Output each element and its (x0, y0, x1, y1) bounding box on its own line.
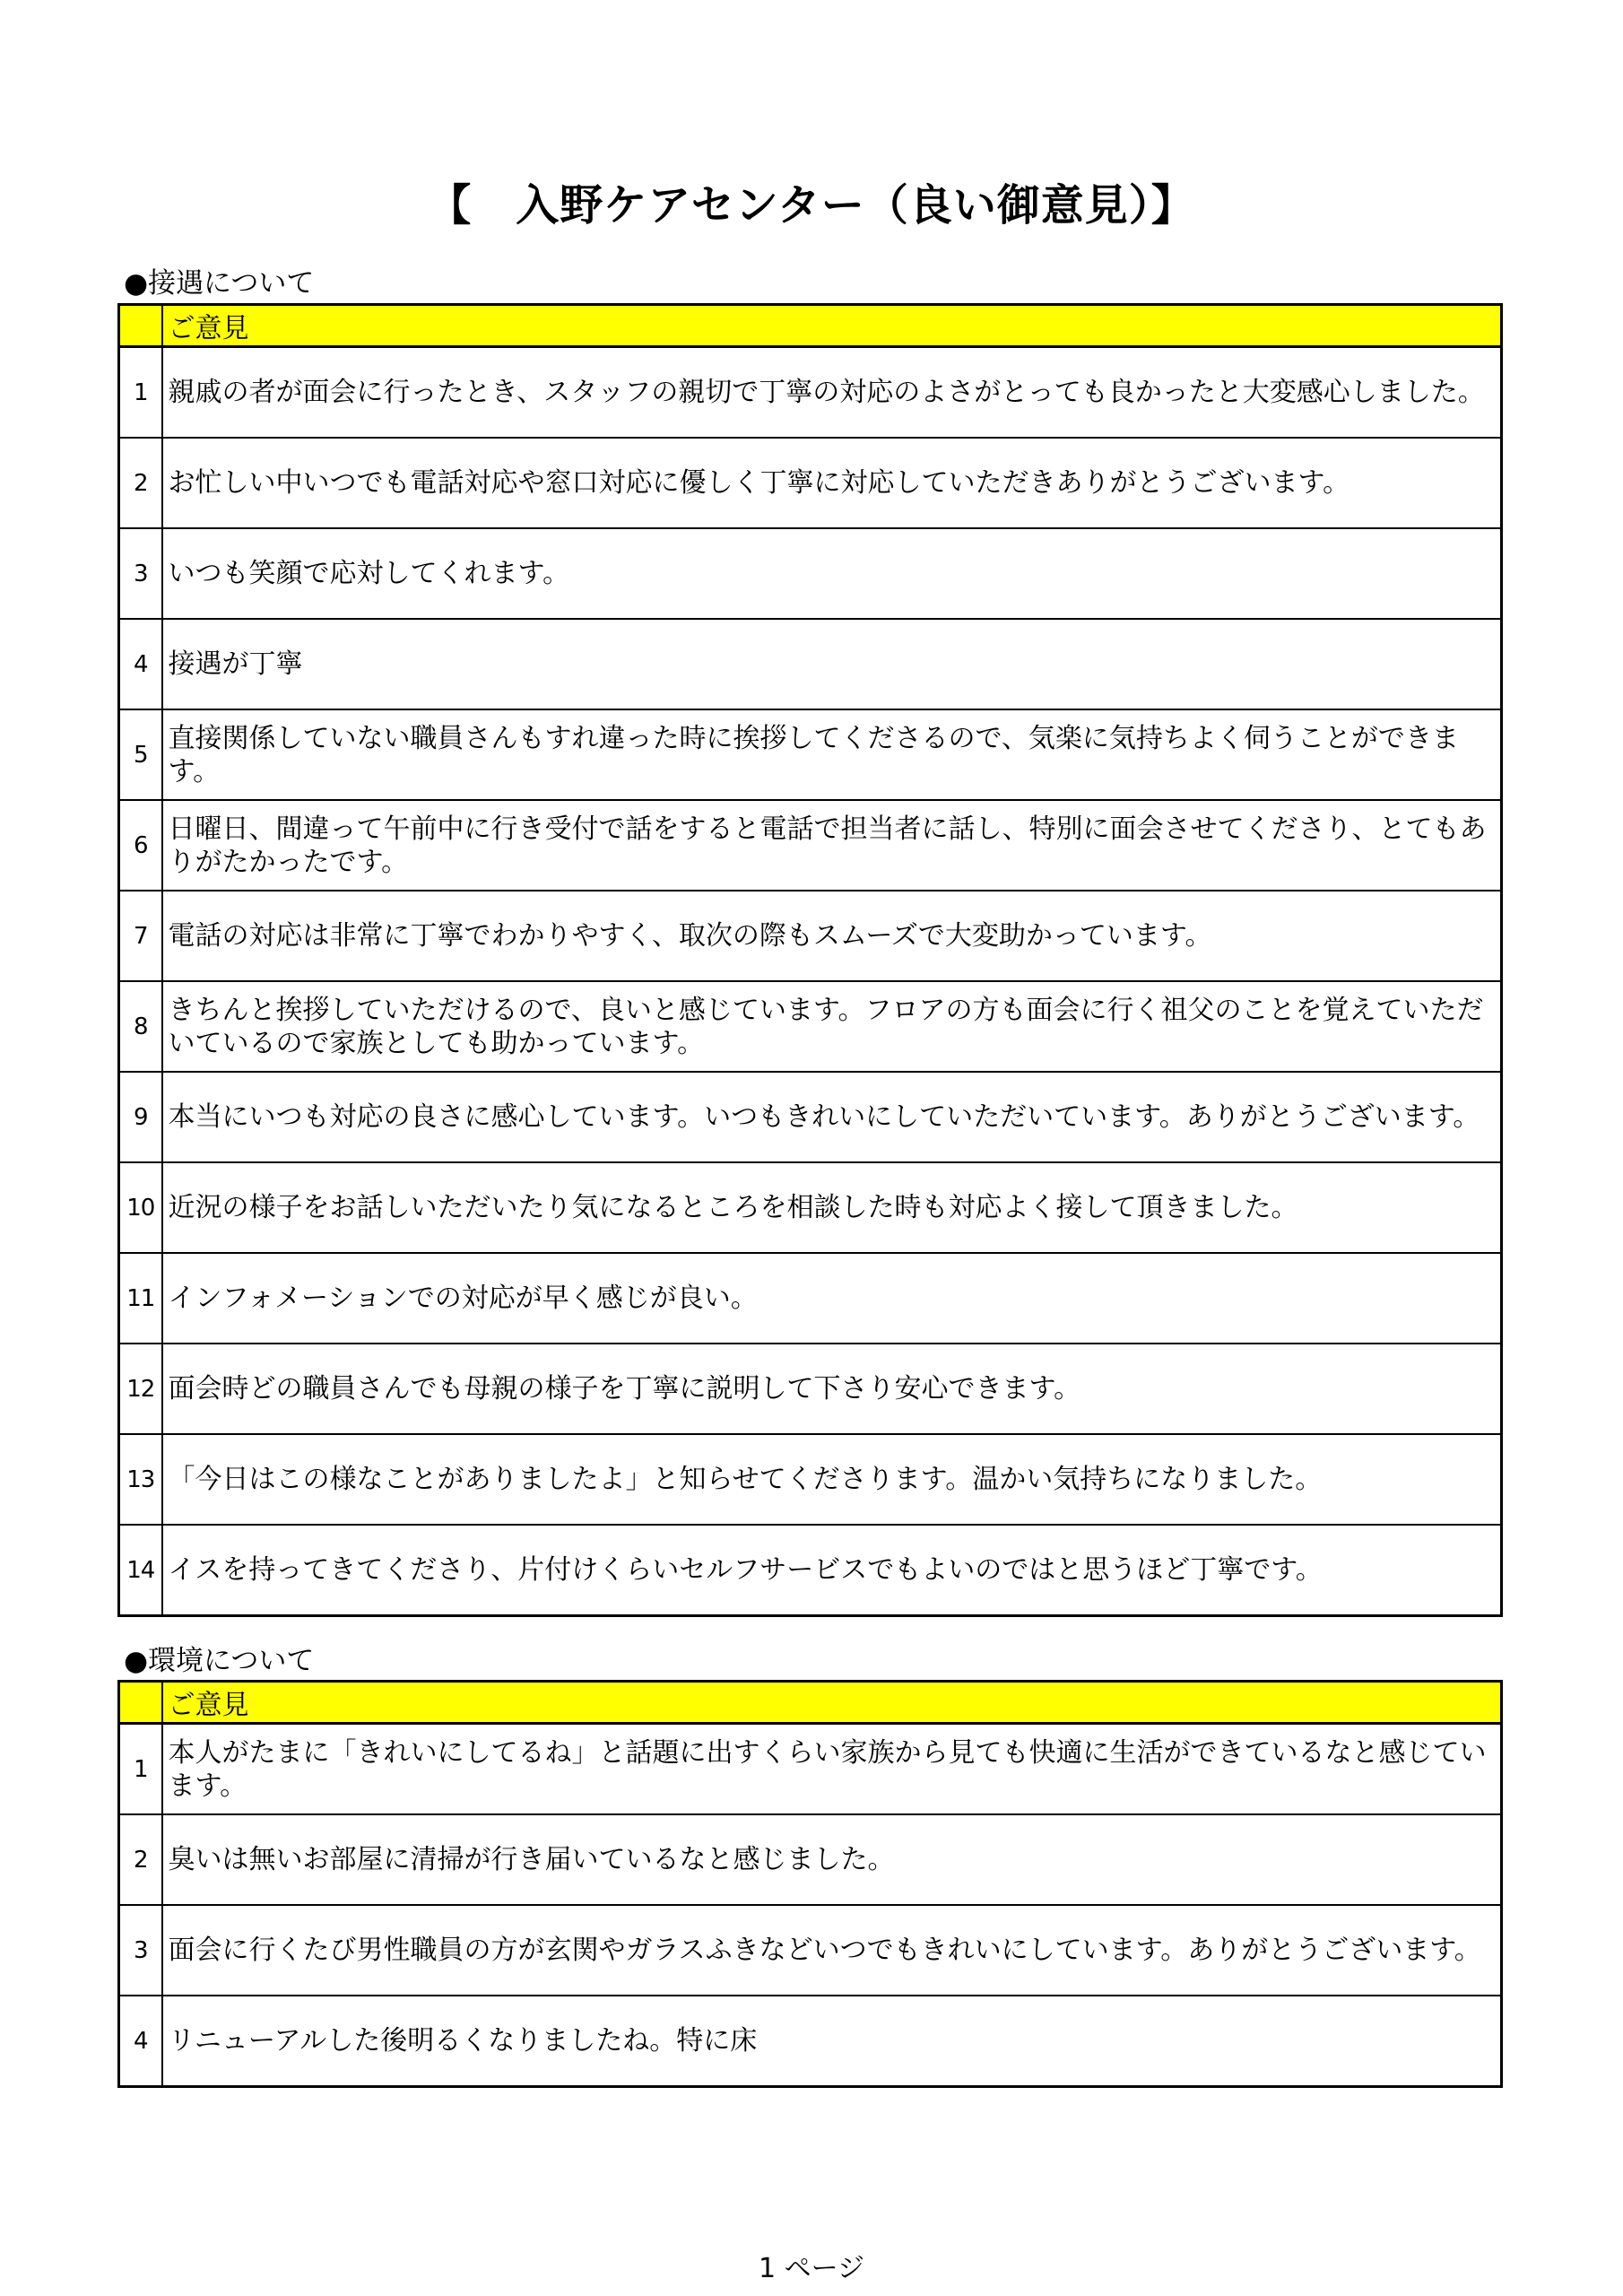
row-number: 12 (119, 1344, 162, 1434)
row-number: 2 (119, 438, 162, 528)
table-row (119, 1434, 1502, 1525)
page-title: 【 入野ケアセンター（良い御意見）】 (428, 180, 1195, 230)
opinion-text: 直接関係していない職員さんもすれ違った時に挨拶してくださるので、気楽に気持ちよく伺うことができます。 (162, 709, 1502, 800)
opinion-text: お忙しい中いつでも電話対応や窓口対応に優しく丁寧に対応していただきありがとうございます。 (162, 438, 1502, 528)
table-row (119, 1072, 1502, 1162)
table-row (119, 1996, 1502, 2087)
header-number-cell (119, 1682, 162, 1724)
opinion-text: 「今日はこの様なことがありましたよ」と知らせてくださります。温かい気持ちになりました。 (162, 1434, 1502, 1525)
table-row (119, 1162, 1502, 1253)
opinion-text: リニューアルした後明るくなりましたね。特に床 (162, 1996, 1502, 2087)
section-heading-reception: ●接遇について (124, 267, 315, 300)
opinion-text: 本当にいつも対応の良さに感心しています。いつもきれいにしていただいています。ありがとうございます。 (162, 1072, 1502, 1162)
table-header-row (119, 1682, 1502, 1724)
row-number: 5 (119, 709, 162, 800)
opinion-text: いつも笑顔で応対してくれます。 (162, 528, 1502, 619)
opinion-text: 近況の様子をお話しいただいたり気になるところを相談した時も対応よく接して頂きました。 (162, 1162, 1502, 1253)
environment-opinions-table (117, 1680, 1503, 2088)
page-number: 1 ページ (758, 2253, 865, 2284)
header-opinion-label: ご意見 (162, 1682, 1502, 1724)
table-row (119, 1905, 1502, 1996)
table-row (119, 981, 1502, 1072)
table-row (119, 709, 1502, 800)
section-heading-environment: ●環境について (124, 1645, 315, 1677)
table-row (119, 800, 1502, 891)
row-number: 1 (119, 347, 162, 439)
row-number: 4 (119, 1996, 162, 2087)
opinion-text: 電話の対応は非常に丁寧でわかりやすく、取次の際もスムーズで大変助かっています。 (162, 891, 1502, 981)
table-row (119, 619, 1502, 709)
row-number: 7 (119, 891, 162, 981)
table-row (119, 1814, 1502, 1905)
opinion-text: 面会時どの職員さんでも母親の様子を丁寧に説明して下さり安心できます。 (162, 1344, 1502, 1434)
header-number-cell (119, 305, 162, 347)
table-row (119, 528, 1502, 619)
table-row (119, 1253, 1502, 1344)
table-header-row (119, 305, 1502, 347)
table-row (119, 891, 1502, 981)
opinion-text: インフォメーションでの対応が早く感じが良い。 (162, 1253, 1502, 1344)
table-row (119, 347, 1502, 439)
row-number: 13 (119, 1434, 162, 1525)
row-number: 3 (119, 528, 162, 619)
table-row (119, 1525, 1502, 1616)
opinion-text: 日曜日、間違って午前中に行き受付で話をすると電話で担当者に話し、特別に面会させてくださり、とてもありがたかったです。 (162, 800, 1502, 891)
opinion-text: 臭いは無いお部屋に清掃が行き届いているなと感じました。 (162, 1814, 1502, 1905)
table-row (119, 1344, 1502, 1434)
row-number: 11 (119, 1253, 162, 1344)
opinion-text: 接遇が丁寧 (162, 619, 1502, 709)
row-number: 14 (119, 1525, 162, 1616)
table-row (119, 438, 1502, 528)
opinion-text: きちんと挨拶していただけるので、良いと感じています。フロアの方も面会に行く祖父のことを覚えていただいているので家族としても助かっています。 (162, 981, 1502, 1072)
row-number: 3 (119, 1905, 162, 1996)
row-number: 6 (119, 800, 162, 891)
reception-opinions-table (117, 303, 1503, 1617)
row-number: 2 (119, 1814, 162, 1905)
row-number: 8 (119, 981, 162, 1072)
row-number: 10 (119, 1162, 162, 1253)
table-row (119, 1724, 1502, 1815)
opinion-text: イスを持ってきてくださり、片付けくらいセルフサービスでもよいのではと思うほど丁寧です。 (162, 1525, 1502, 1616)
opinion-text: 親戚の者が面会に行ったとき、スタッフの親切で丁寧の対応のよさがとっても良かったと大変感心しました。 (162, 347, 1502, 439)
opinion-text: 面会に行くたび男性職員の方が玄関やガラスふきなどいつでもきれいにしています。ありがとうございます。 (162, 1905, 1502, 1996)
row-number: 1 (119, 1724, 162, 1815)
header-opinion-label: ご意見 (162, 305, 1502, 347)
row-number: 4 (119, 619, 162, 709)
opinion-text: 本人がたまに「きれいにしてるね」と話題に出すくらい家族から見ても快適に生活ができているなと感じています。 (162, 1724, 1502, 1815)
row-number: 9 (119, 1072, 162, 1162)
